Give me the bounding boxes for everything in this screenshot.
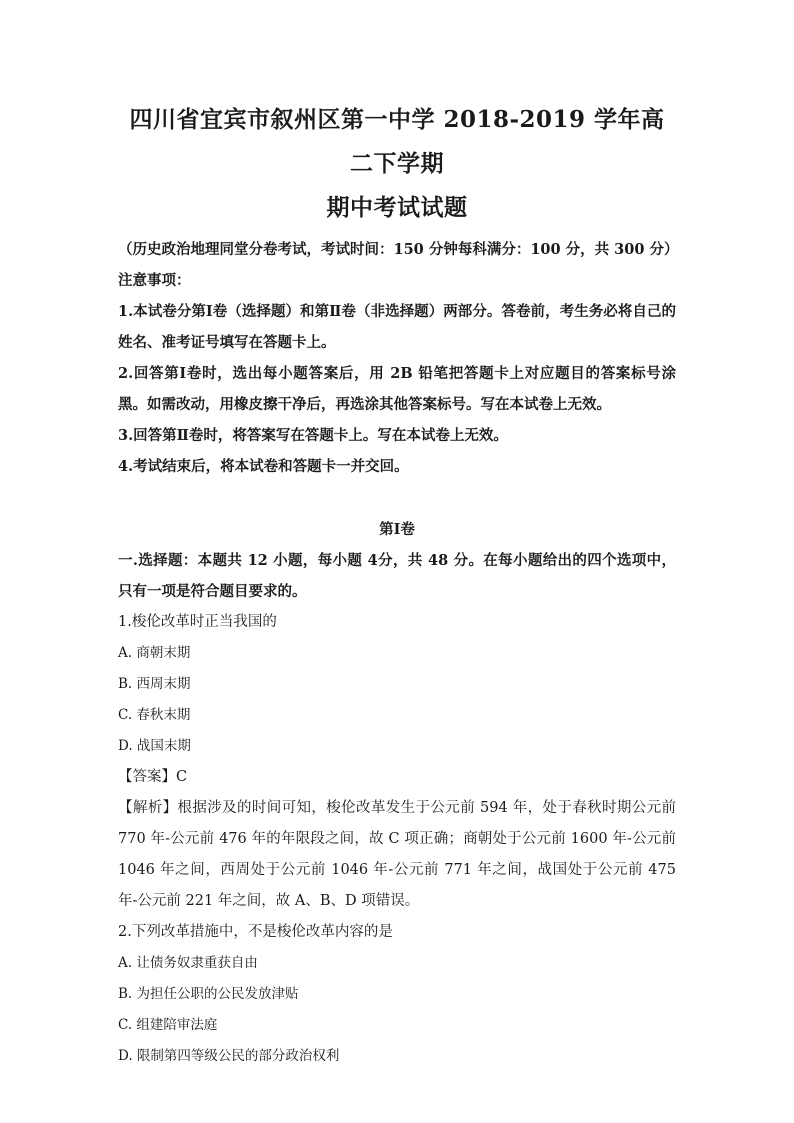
- note-item-3: 3.回答第Ⅱ卷时，将答案写在答题卡上。写在本试卷上无效。: [118, 427, 508, 444]
- notes-heading: 注意事项：: [118, 272, 191, 289]
- question-1-answer: [118, 762, 676, 793]
- exam-title-line2: 期中考试试题: [326, 194, 468, 221]
- analysis-label: 【解析】: [118, 800, 178, 816]
- question-1-option-b: B. 西周末期: [118, 676, 191, 692]
- answer-value: C: [176, 769, 188, 785]
- note-item-1: 1.本试卷分第Ⅰ卷（选择题）和第Ⅱ卷（非选择题）两部分。答卷前，考生务必将自己的姓名、准考证号填写在答题卡上。: [118, 303, 676, 351]
- note-item-2: 2.回答第Ⅰ卷时，选出每小题答案后，用 2B 铅笔把答题卡上对应题目的答案标号涂黑。如需改动，用橡皮擦干净后，再选涂其他答案标号。写在本试卷上无效。: [118, 365, 676, 413]
- exam-subtitle: （历史政治地理同堂分卷考试，考试时间：150 分钟每科满分：100 分，共 300 分）: [118, 241, 679, 258]
- question-1-option-c: C. 春秋末期: [118, 707, 191, 723]
- section-title: 第Ⅰ卷: [379, 521, 415, 538]
- note-item-4: 4.考试结束后，将本试卷和答题卡一并交回。: [118, 458, 409, 475]
- question-2-option-d: D. 限制第四等级公民的部分政治权利: [118, 1048, 340, 1064]
- question-2-option-b: B. 为担任公职的公民发放津贴: [118, 986, 299, 1002]
- answer-label: 【答案】: [118, 769, 176, 785]
- question-2-stem: 2.下列改革措施中，不是梭伦改革内容的是: [118, 924, 393, 940]
- section-intro: 一.选择题：本题共 12 小题，每小题 4分，共 48 分。在每小题给出的四个选项中，只有一项是符合题目要求的。: [118, 552, 676, 600]
- analysis-text: 根据涉及的时间可知，梭伦改革发生于公元前 594 年，处于春秋时期公元前 770 年-公元前 476 年的年限段之间，故 C 项正确；商朝处于公元前 1600 年-公元前 1046 年之间，西周处于公元前 1046 年-公元前 771 年之间，战国处于公元前 475 年-公元前 221 年之间，故 A、B、D 项错误。: [118, 800, 676, 909]
- question-1-option-a: A. 商朝末期: [118, 645, 191, 661]
- question-1-analysis: [118, 793, 676, 917]
- question-2-option-c: C. 组建陪审法庭: [118, 1017, 218, 1033]
- exam-title-line1: 四川省宜宾市叙州区第一中学 2018-2019 学年高二下学期: [129, 106, 665, 177]
- question-2-option-a: A. 让债务奴隶重获自由: [118, 955, 258, 971]
- question-1-option-d: D. 战国末期: [118, 738, 191, 754]
- question-1-stem: 1.梭伦改革时正当我国的: [118, 614, 277, 630]
